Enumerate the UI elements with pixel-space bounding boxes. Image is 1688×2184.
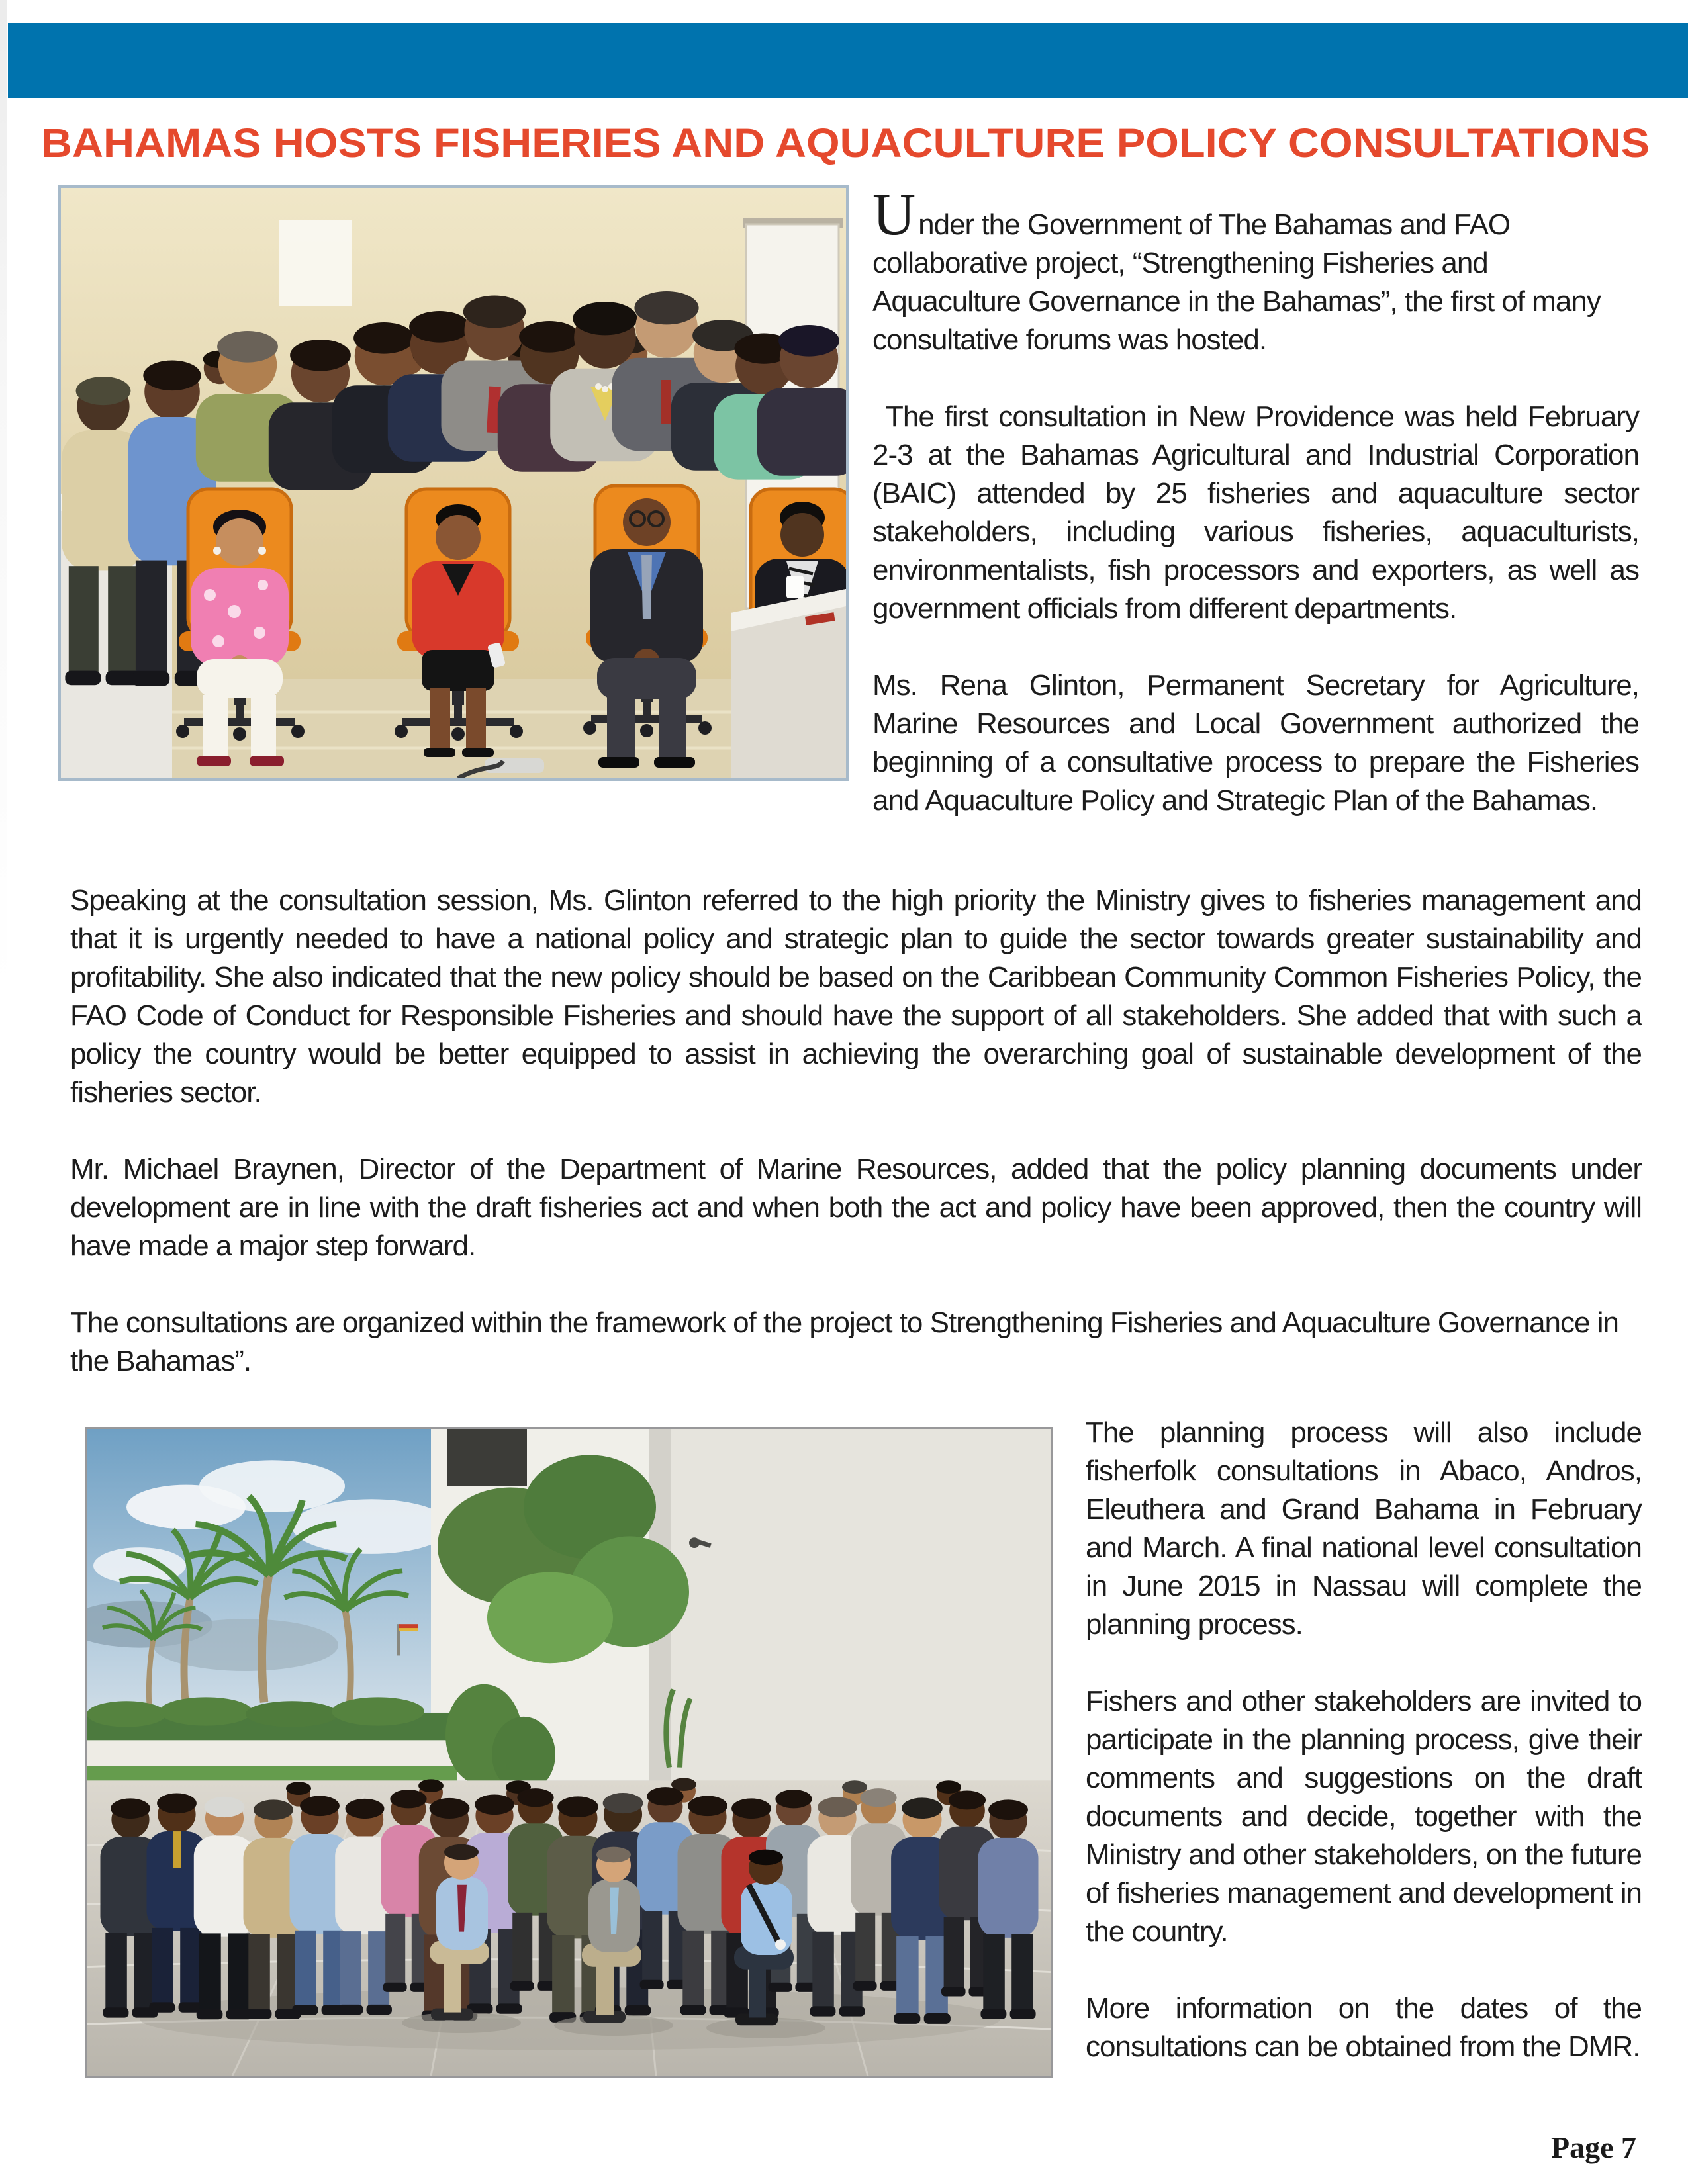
paragraph-body-3: The consultations are organized within the framework of the project to Strengthening Fisheries and Aquaculture Governance in the Bahamas”. — [70, 1306, 1618, 1377]
paragraph-intro-3: Ms. Rena Glinton, Permanent Secretary for Agriculture, Marine Resources and Local Government authorized the beginning of a consultative process to prepare the Fisheries and Aquaculture Policy and Strategic Plan of the Bahamas. — [872, 669, 1639, 817]
sidebar-column — [1086, 1414, 1642, 2105]
paragraph-body-1: Speaking at the consultation session, Ms. Glinton referred to the high priority the Ministry gives to fisheries management and that it is urgently needed to have a national policy and strategic plan to guide the sector towards greater sustainability and profitability. She also indicated that the new policy should be based on the Caribbean Community Common Fisheries Policy, the FAO Code of Conduct for Responsible Fisheries and should have the support of all stakeholders. She added that with such a policy the country would be better equipped to assist in achieving the overarching goal of sustainable development of the fisheries sector. — [70, 884, 1642, 1109]
paragraph-intro-1: Under the Government of The Bahamas and FAO collaborative project, “Strengthening Fisheries and Aquaculture Governance in the Bahamas”, the first of many consultative forums was hosted. — [872, 181, 1601, 356]
meeting-room-group-photo — [58, 185, 849, 781]
article-title-text: BAHAMAS HOSTS FISHERIES AND AQUACULTURE POLICY CONSULTATIONS — [41, 120, 1650, 165]
scan-edge-artifact — [0, 0, 7, 993]
paragraph-sidebar-1: The planning process will also include fisherfolk consultations in Abaco, Andros, Eleuthera and Grand Bahama in February and March. A final national level consultation in June 2015 in Nassau will complete the planning process. — [1086, 1416, 1642, 1641]
paragraph-sidebar-3: More information on the dates of the consultations can be obtained from the DMR. — [1086, 1992, 1642, 2063]
page-number: Page 7 — [1550, 2130, 1636, 2164]
crouching-men — [402, 1844, 825, 2038]
meeting-room-illustration — [61, 188, 846, 778]
intro-column — [872, 181, 1639, 858]
outdoor-group-photo — [85, 1427, 1053, 2078]
article-title — [41, 118, 1654, 168]
article-body — [70, 882, 1642, 1419]
paragraph-intro-2: The first consultation in New Providence was held February 2-3 at the Bahamas Agricultural and Industrial Corporation (BAIC) attended by 25 fisheries and aquaculture sector stakeholders, including various fisheries, aquaculturists, environmentalists, fish processors and exporters, as well as government officials from different departments. — [872, 400, 1639, 625]
paragraph-body-2: Mr. Michael Braynen, Director of the Department of Marine Resources, added that the policy planning documents under development are in line with the draft fisheries act and when both the act and policy have been approved, then the country will have made a major step forward. — [70, 1153, 1642, 1262]
masthead-bar — [8, 23, 1688, 98]
paragraph-sidebar-2: Fishers and other stakeholders are invited to participate in the planning process, give their comments and suggestions on the draft documents and decide, together with the Ministry and other stakeholders, on the future of fisheries management and development in the country. — [1086, 1685, 1642, 1948]
outdoor-illustration — [87, 1429, 1051, 2076]
